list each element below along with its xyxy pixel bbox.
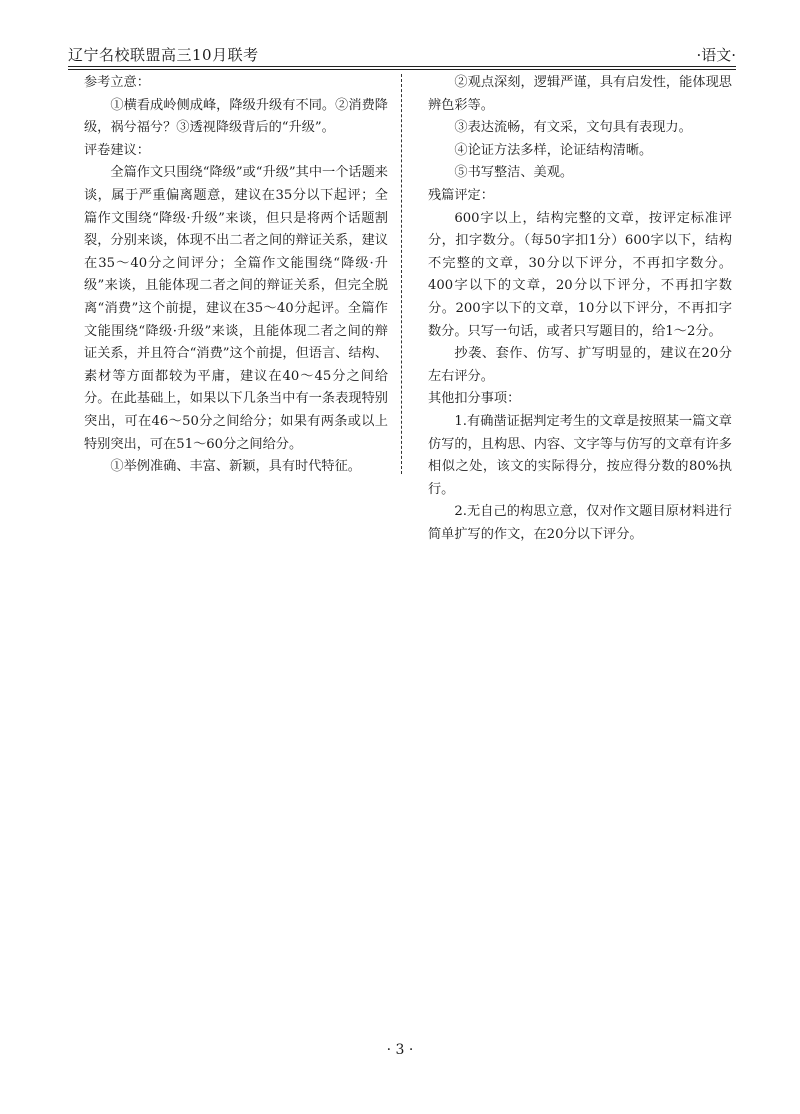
incomplete-essay-text: 600字以上，结构完整的文章，按评定标准评分，扣字数分。（每50字扣1分）600字以下，结构不完整的文章，30分以下评分，不再扣字数分。400字以下的文章，20分以下评分，不再扣字数分。200字以下的文章，10分以下评分，不再扣字数分。只写一句话，或者只写题目的，给1～2分。 (428, 210, 732, 339)
other-deduction-2: 2.无自己的构思立意，仅对作文题目原材料进行简单扩写的作文，在20分以下评分。 (428, 504, 732, 542)
criterion-4: ④论证方法多样，论证结构清晰。 (454, 142, 653, 158)
right-column (428, 72, 732, 546)
grading-advice-heading: 评卷建议： (84, 142, 150, 158)
subject-label: ·语文· (696, 46, 736, 64)
reference-themes: ①横看成岭侧成峰，降级升级有不同。②消费降级，祸兮福兮？③透视降级背后的“升级”。 (84, 97, 388, 136)
header-rule-thin (68, 69, 736, 70)
left-column (84, 72, 388, 479)
criterion-1: ①举例准确、丰富、新颖，具有时代特征。 (110, 459, 361, 475)
plagiarism-rule: 抄袭、套作、仿写、扩写明显的，建议在20分左右评分。 (428, 346, 732, 384)
header-rule (68, 66, 736, 67)
incomplete-essay-heading: 残篇评定： (428, 187, 494, 203)
page-number: · 3 · (386, 1042, 414, 1058)
exam-title: 辽宁名校联盟高三10月联考 (68, 46, 259, 64)
criterion-2: ②观点深刻，逻辑严谨，具有启发性，能体现思辨色彩等。 (428, 75, 732, 113)
criterion-3: ③表达流畅，有文采，文句具有表现力。 (454, 120, 692, 136)
page-header (68, 44, 736, 66)
other-deduction-1: 1.有确凿证据判定考生的文章是按照某一篇文章仿写的，且构思、内容、文字等与仿写的文章有许多相似之处，该文的实际得分，按应得分数的80%执行。 (428, 413, 732, 497)
column-divider (401, 74, 402, 474)
grading-advice-text: 全篇作文只围绕“降级”或“升级”其中一个话题来谈，属于严重偏离题意，建议在35分以下起评；全篇作文围绕“降级·升级”来谈，但只是将两个话题割裂，分别来谈，体现不出二者之间的辩证关系，建议在35～40分之间评分；全篇作文能围绕“降级·升级”来谈，且能体现二者之间的辩证关系，但完全脱离“消费”这个前提，建议在35～40分起评。全篇作文能围绕“降级·升级”来谈，且能体现二者之间的辩证关系，并且符合“消费”这个前提，但语言、结构、素材等方面都较为平庸，建议在40～45分之间给分。在此基础上，如果以下几条当中有一条表现特别突出，可在46～50分之间给分；如果有两条或以上特别突出，可在51～60分之间给分。 (84, 165, 388, 452)
criterion-5: ⑤书写整洁、美观。 (454, 165, 574, 181)
other-deductions-heading: 其他扣分事项： (428, 391, 521, 407)
reference-heading: 参考立意： (84, 75, 150, 90)
